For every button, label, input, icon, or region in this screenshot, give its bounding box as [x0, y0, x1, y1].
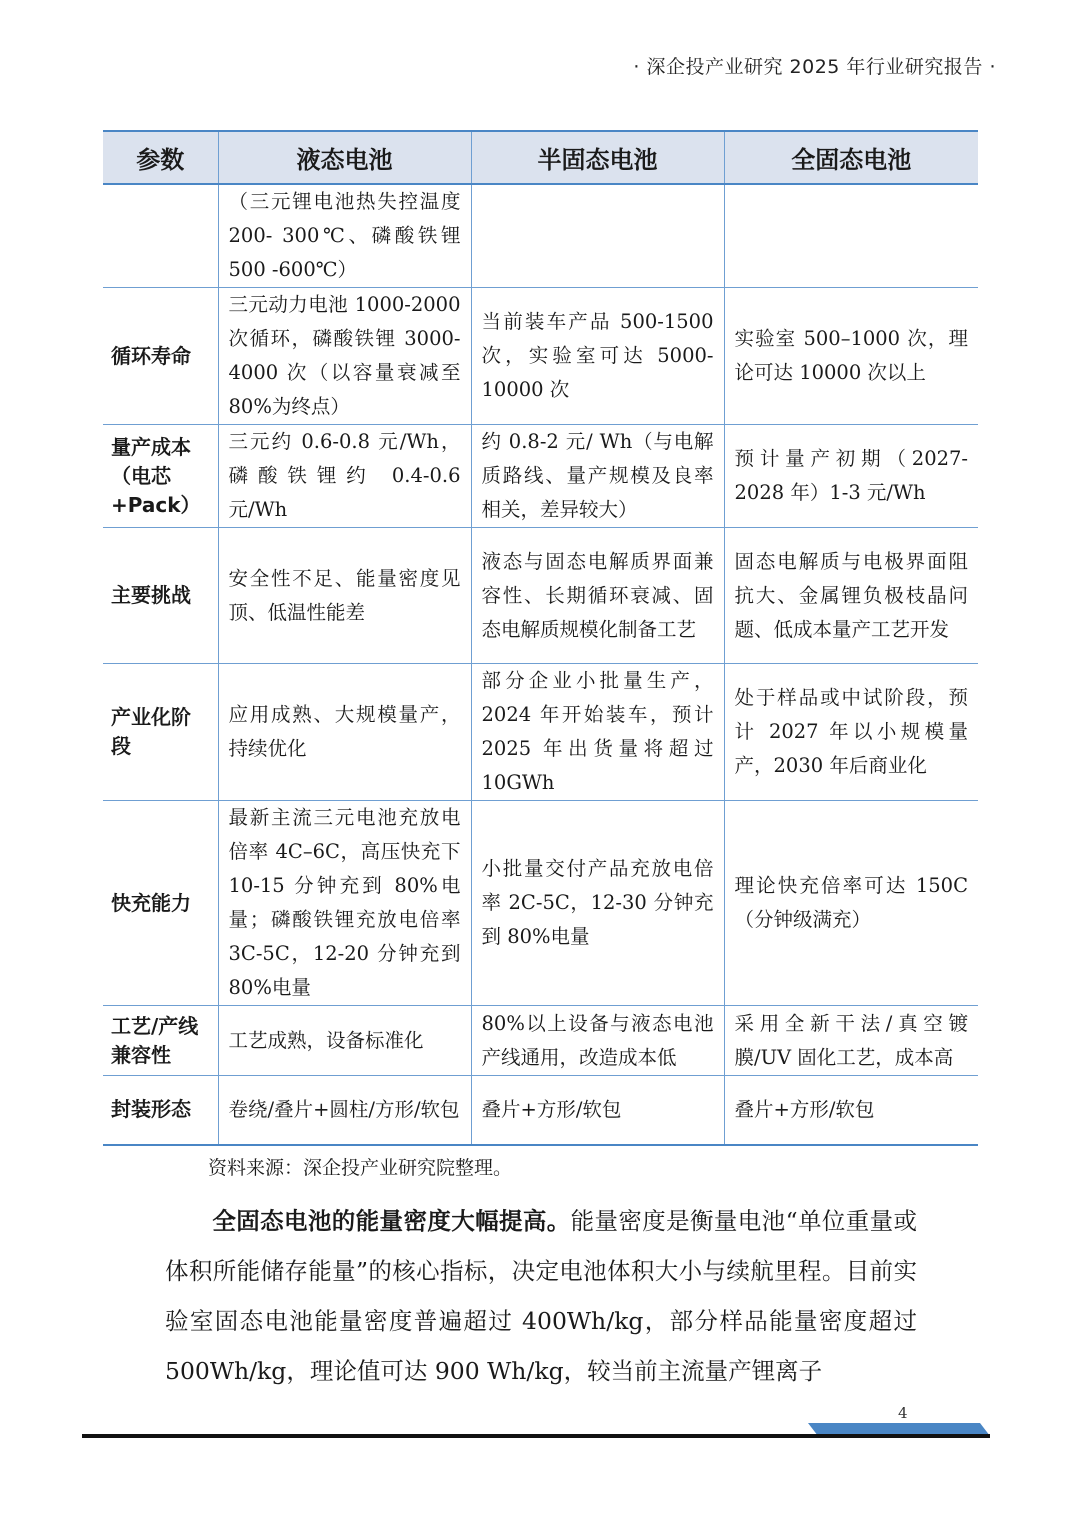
page-number: 4: [898, 1404, 908, 1422]
table-row: [103, 801, 978, 1006]
row-param: [103, 184, 218, 288]
cell-semi-solid: 约 0.8-2 元/ Wh（与电解质路线、量产规模及良率相关，差异较大）: [471, 425, 724, 528]
cell-semi-solid: [471, 184, 724, 288]
cell-liquid: 三元约 0.6-0.8 元/Wh，磷酸铁锂约 0.4-0.6 元/Wh: [218, 425, 471, 528]
cell-semi-solid: 80%以上设备与液态电池产线通用，改造成本低: [471, 1006, 724, 1076]
paragraph-lead: 全固态电池的能量密度大幅提高。: [212, 1207, 571, 1235]
cell-solid: [724, 184, 978, 288]
cell-solid: 叠片+方形/软包: [724, 1076, 978, 1145]
row-param: 工艺/产线兼容性: [103, 1006, 218, 1076]
row-param: 主要挑战: [103, 528, 218, 664]
footer-rule: [0, 1418, 1080, 1442]
table-row: [103, 1076, 978, 1145]
cell-liquid: 工艺成熟，设备标准化: [218, 1006, 471, 1076]
report-header: · 深企投产业研究 2025 年行业研究报告 ·: [633, 56, 996, 78]
table-row: [103, 664, 978, 801]
table-row: [103, 528, 978, 664]
cell-semi-solid: 当前装车产品 500-1500 次，实验室可达 5000-10000 次: [471, 288, 724, 425]
row-param: 量产成本（电芯+Pack）: [103, 425, 218, 528]
row-param: 封装形态: [103, 1076, 218, 1145]
row-param: 快充能力: [103, 801, 218, 1006]
cell-solid: 采用全新干法/真空镀膜/UV 固化工艺，成本高: [724, 1006, 978, 1076]
cell-liquid: 最新主流三元电池充放电倍率 4C–6C，高压快充下 10-15 分钟充到 80%电量；磷酸铁锂充放电倍率 3C-5C，12-20 分钟充到 80%电量: [218, 801, 471, 1006]
cell-solid: 处于样品或中试阶段，预计 2027 年以小规模量产，2030 年后商业化: [724, 664, 978, 801]
cell-solid: 预计量产初期（2027-2028 年）1-3 元/Wh: [724, 425, 978, 528]
table-row: [103, 425, 978, 528]
header-liquid: 液态电池: [218, 131, 471, 184]
row-param: 产业化阶段: [103, 664, 218, 801]
header-solid: 全固态电池: [724, 131, 978, 184]
cell-solid: 固态电解质与电极界面阻抗大、金属锂负极枝晶问题、低成本量产工艺开发: [724, 528, 978, 664]
table-row: [103, 1006, 978, 1076]
header-param: 参数: [103, 131, 218, 184]
table-row: [103, 288, 978, 425]
table-row: [103, 184, 978, 288]
comparison-table: [103, 130, 978, 1146]
cell-liquid: 安全性不足、能量密度见顶、低温性能差: [218, 528, 471, 664]
body-paragraph: [165, 1196, 917, 1396]
header-semi-solid: 半固态电池: [471, 131, 724, 184]
cell-semi-solid: 小批量交付产品充放电倍率 2C-5C，12-30 分钟充到 80%电量: [471, 801, 724, 1006]
table-source-note: 资料来源：深企投产业研究院整理。: [208, 1157, 513, 1179]
cell-liquid: 卷绕/叠片+圆柱/方形/软包: [218, 1076, 471, 1145]
cell-liquid: （三元锂电池热失控温度 200- 300℃、磷酸铁锂 500 -600℃）: [218, 184, 471, 288]
paragraph-body: 能量密度是衡量电池“单位重量或体积所能储存能量”的核心指标，决定电池体积大小与续航里程。目前实验室固态电池能量密度普遍超过 400Wh/kg，部分样品能量密度超过 500Wh/kg，理论值可达 900 Wh/kg，较当前主流量产锂离子: [165, 1207, 917, 1385]
footer-line: [82, 1434, 990, 1438]
cell-solid: 实验室 500–1000 次，理论可达 10000 次以上: [724, 288, 978, 425]
cell-liquid: 三元动力电池 1000-2000 次循环，磷酸铁锂 3000-4000 次（以容量衰减至 80%为终点）: [218, 288, 471, 425]
cell-semi-solid: 液态与固态电解质界面兼容性、长期循环衰减、固态电解质规模化制备工艺: [471, 528, 724, 664]
cell-solid: 理论快充倍率可达 150C （分钟级满充）: [724, 801, 978, 1006]
table-header-row: [103, 131, 978, 184]
cell-liquid: 应用成熟、大规模量产，持续优化: [218, 664, 471, 801]
row-param: 循环寿命: [103, 288, 218, 425]
cell-semi-solid: 叠片+方形/软包: [471, 1076, 724, 1145]
cell-semi-solid: 部分企业小批量生产，2024 年开始装车，预计 2025 年出货量将超过 10GWh: [471, 664, 724, 801]
